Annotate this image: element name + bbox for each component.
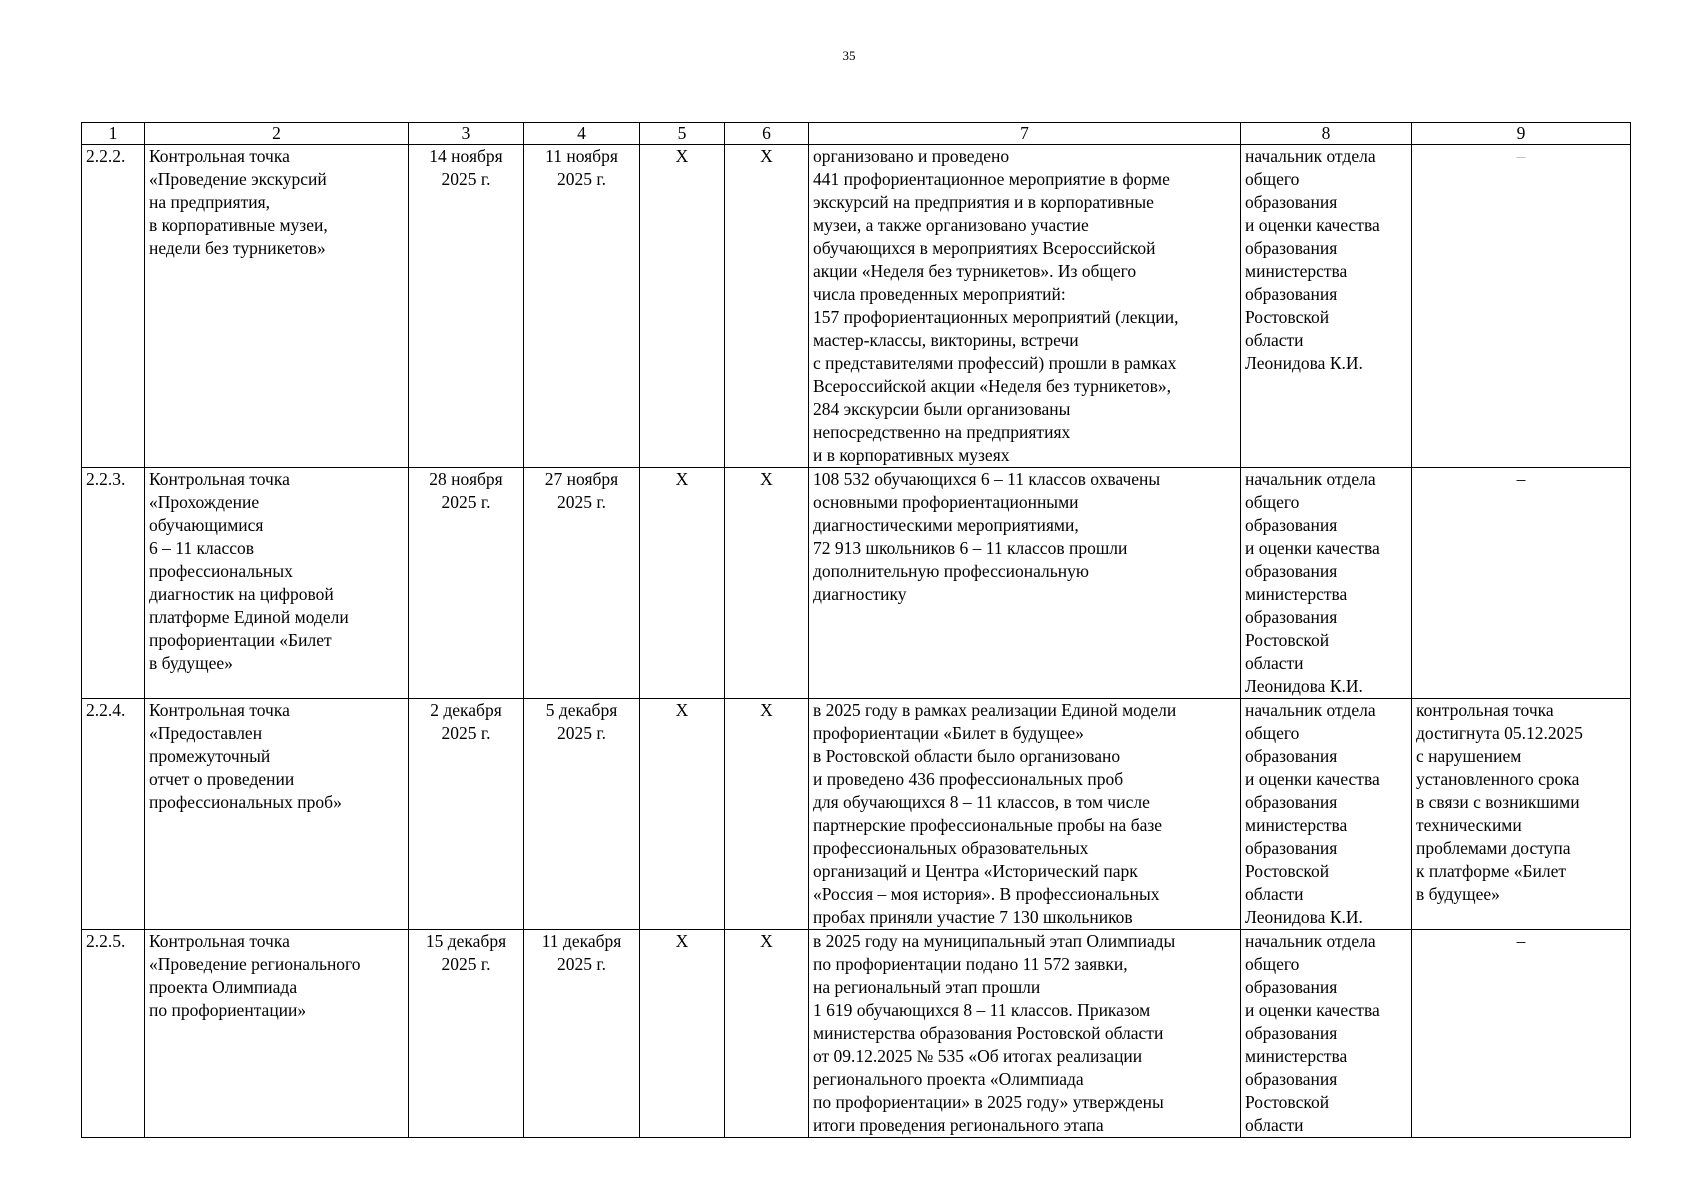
planned-date: 28 ноября 2025 г. (409, 468, 524, 699)
header-col-8: 8 (1241, 123, 1412, 145)
col6-mark: Х (725, 468, 809, 699)
table-row (82, 468, 1631, 699)
col5-mark: Х (640, 930, 725, 1138)
responsible-person: начальник отдела общего образования и оценки качества образования министерства образования Ростовской области (1241, 930, 1412, 1138)
col6-mark: Х (725, 930, 809, 1138)
responsible-person: начальник отдела общего образования и оценки качества образования министерства образования Ростовской области Леонидова К.И. (1241, 699, 1412, 930)
header-col-9: 9 (1412, 123, 1631, 145)
page-number: 35 (842, 48, 856, 63)
control-point-title: Контрольная точка «Проведение регионального проекта Олимпиада по профориентации» (145, 930, 409, 1138)
actual-date: 27 ноября 2025 г. (524, 468, 640, 699)
header-col-2: 2 (145, 123, 409, 145)
header-col-6: 6 (725, 123, 809, 145)
planned-date: 15 декабря 2025 г. (409, 930, 524, 1138)
row-number: 2.2.5. (82, 930, 145, 1138)
header-col-5: 5 (640, 123, 725, 145)
table-row (82, 145, 1631, 468)
col5-mark: Х (640, 699, 725, 930)
result-text: в 2025 году на муниципальный этап Олимпиады по профориентации подано 11 572 заявки, на региональный этап прошли 1 619 обучающихся 8 – 11 классов. Приказом министерства образования Ростовской области от 09.12.2025 № 535 «Об итогах реализации регионального проекта «Олимпиада по профориентации» в 2025 году» утверждены итоги проведения регионального этапа (809, 930, 1241, 1138)
responsible-person: начальник отдела общего образования и оценки качества образования министерства образования Ростовской области Леонидова К.И. (1241, 468, 1412, 699)
control-point-title: Контрольная точка «Предоставлен промежуточный отчет о проведении профессиональных проб» (145, 699, 409, 930)
row-number: 2.2.4. (82, 699, 145, 930)
note-text: контрольная точка достигнута 05.12.2025 с нарушением установленного срока в связи с возникшими техническими проблемами доступа к платформе «Билет в будущее» (1412, 699, 1631, 930)
col5-mark: Х (640, 145, 725, 468)
col5-mark: Х (640, 468, 725, 699)
result-text: 108 532 обучающихся 6 – 11 классов охвачены основными профориентационными диагностическими мероприятиями, 72 913 школьников 6 – 11 классов прошли дополнительную профессиональную диагностику (809, 468, 1241, 699)
actual-date: 11 декабря 2025 г. (524, 930, 640, 1138)
planned-date: 14 ноября 2025 г. (409, 145, 524, 468)
actual-date: 11 ноября 2025 г. (524, 145, 640, 468)
responsible-person: начальник отдела общего образования и оценки качества образования министерства образования Ростовской области Леонидова К.И. (1241, 145, 1412, 468)
control-point-title: Контрольная точка «Проведение экскурсий на предприятия, в корпоративные музеи, недели без турникетов» (145, 145, 409, 468)
col6-mark: Х (725, 145, 809, 468)
header-col-7: 7 (809, 123, 1241, 145)
control-point-title: Контрольная точка «Прохождение обучающимися 6 – 11 классов профессиональных диагностик на цифровой платформе Единой модели профориентации «Билет в будущее» (145, 468, 409, 699)
header-col-3: 3 (409, 123, 524, 145)
planned-date: 2 декабря 2025 г. (409, 699, 524, 930)
note-text: – (1412, 468, 1631, 699)
result-text: в 2025 году в рамках реализации Единой модели профориентации «Билет в будущее» в Ростовской области было организовано и проведено 436 профессиональных проб для обучающихся 8 – 11 классов, в том числе партнерские профессиональные пробы на базе профессиональных образовательных организаций и Центра «Исторический парк «Россия – моя история». В профессиональных пробах приняли участие 7 130 школьников (809, 699, 1241, 930)
header-col-1: 1 (82, 123, 145, 145)
result-text: организовано и проведено 441 профориентационное мероприятие в форме экскурсий на предприятия и в корпоративные музеи, а также организовано участие обучающихся в мероприятиях Всероссийской акции «Неделя без турникетов». Из общего числа проведенных мероприятий: 157 профориентационных мероприятий (лекции, мастер-классы, викторины, встречи с представителями профессий) прошли в рамках Всероссийской акции «Неделя без турникетов», 284 экскурсии были организованы непосредственно на предприятиях и в корпоративных музеях (809, 145, 1241, 468)
row-number: 2.2.2. (82, 145, 145, 468)
actual-date: 5 декабря 2025 г. (524, 699, 640, 930)
table-row (82, 699, 1631, 930)
note-text: – (1412, 145, 1631, 468)
note-text: – (1412, 930, 1631, 1138)
table-row (82, 930, 1631, 1138)
header-col-4: 4 (524, 123, 640, 145)
row-number: 2.2.3. (82, 468, 145, 699)
header-row (82, 123, 1631, 145)
control-points-table (81, 122, 1631, 1138)
col6-mark: Х (725, 699, 809, 930)
